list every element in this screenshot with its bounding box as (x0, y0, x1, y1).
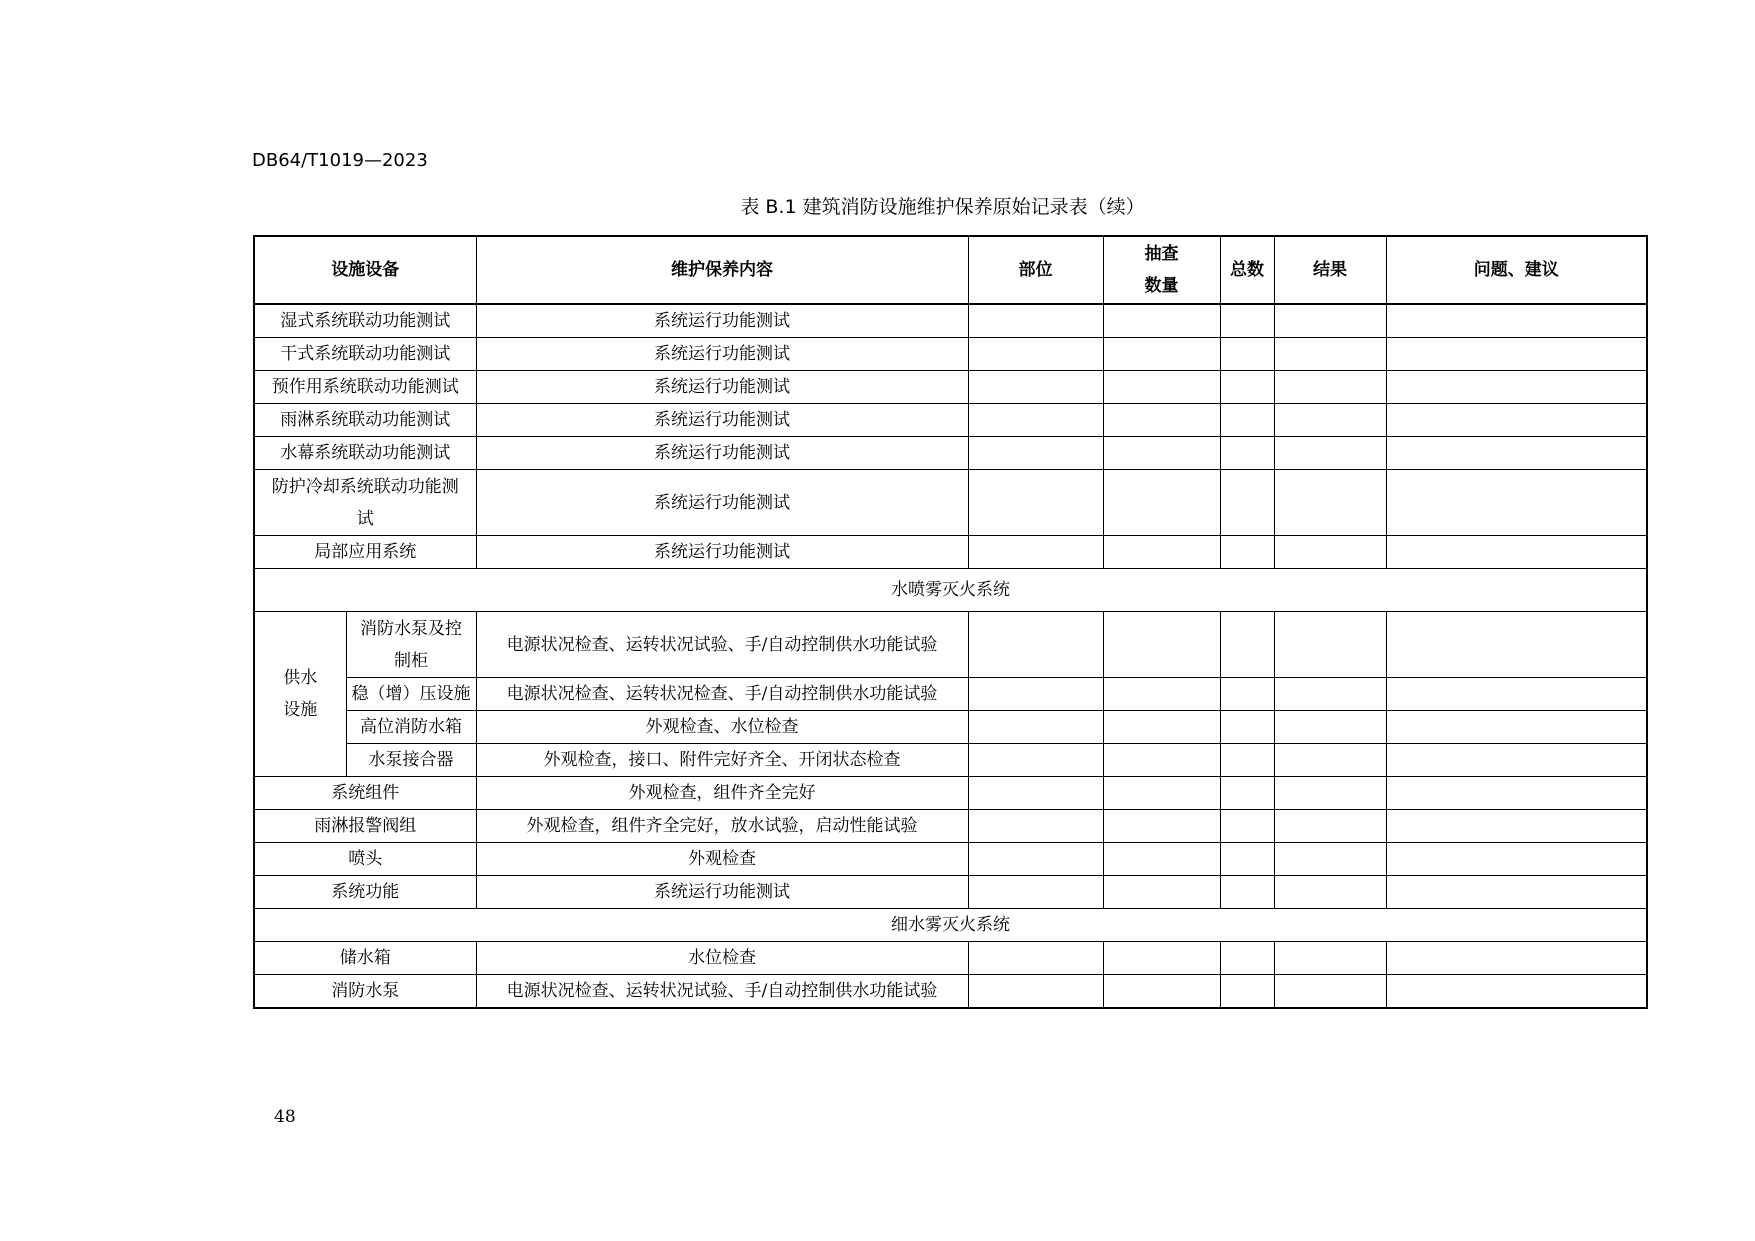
section-title-water-spray: 水喷雾灭火系统 (254, 569, 1647, 612)
total-cell[interactable] (1220, 371, 1274, 404)
table-title: 表 B.1 建筑消防设施维护保养原始记录表（续） (740, 196, 1145, 218)
table-row (254, 777, 1647, 810)
table-row (254, 536, 1647, 569)
total-cell[interactable] (1220, 810, 1274, 843)
table-row (254, 975, 1647, 1009)
facility-cell: 预作用系统联动功能测试 (254, 371, 476, 404)
result-cell[interactable] (1274, 338, 1386, 371)
location-cell[interactable] (968, 371, 1103, 404)
sample-qty-cell[interactable] (1103, 470, 1220, 536)
location-cell[interactable] (968, 777, 1103, 810)
content-cell: 外观检查，组件齐全完好 (476, 777, 968, 810)
table-row (254, 744, 1647, 777)
issues-cell[interactable] (1386, 975, 1647, 1009)
result-cell[interactable] (1274, 744, 1386, 777)
facility-cell: 局部应用系统 (254, 536, 476, 569)
issues-cell[interactable] (1386, 678, 1647, 711)
sample-qty-cell[interactable] (1103, 744, 1220, 777)
location-cell[interactable] (968, 338, 1103, 371)
facility-cell (254, 470, 476, 536)
content-cell: 系统运行功能测试 (476, 304, 968, 338)
sample-qty-cell[interactable] (1103, 338, 1220, 371)
content-cell: 水位检查 (476, 942, 968, 975)
result-cell[interactable] (1274, 843, 1386, 876)
facility-cell: 水泵接合器 (346, 744, 476, 777)
content-cell: 电源状况检查、运转状况试验、手/自动控制供水功能试验 (476, 975, 968, 1009)
content-cell: 系统运行功能测试 (476, 470, 968, 536)
total-cell[interactable] (1220, 711, 1274, 744)
total-cell[interactable] (1220, 437, 1274, 470)
result-cell[interactable] (1274, 536, 1386, 569)
table-row (254, 711, 1647, 744)
facility-cell: 水幕系统联动功能测试 (254, 437, 476, 470)
content-cell: 电源状况检查、运转状况试验、手/自动控制供水功能试验 (476, 612, 968, 678)
location-cell[interactable] (968, 876, 1103, 909)
table-row (254, 437, 1647, 470)
col-header-issues: 问题、建议 (1386, 236, 1647, 304)
table-row (254, 843, 1647, 876)
col-header-content: 维护保养内容 (476, 236, 968, 304)
content-cell: 外观检查，接口、附件完好齐全、开闭状态检查 (476, 744, 968, 777)
sample-qty-cell[interactable] (1103, 612, 1220, 678)
total-cell[interactable] (1220, 470, 1274, 536)
sample-qty-cell[interactable] (1103, 711, 1220, 744)
content-cell: 系统运行功能测试 (476, 536, 968, 569)
total-cell[interactable] (1220, 942, 1274, 975)
sample-qty-cell[interactable] (1103, 437, 1220, 470)
table-row (254, 304, 1647, 338)
result-cell[interactable] (1274, 304, 1386, 338)
sample-qty-cell[interactable] (1103, 304, 1220, 338)
result-cell[interactable] (1274, 810, 1386, 843)
table-row (254, 876, 1647, 909)
total-cell[interactable] (1220, 678, 1274, 711)
content-cell: 系统运行功能测试 (476, 876, 968, 909)
location-cell[interactable] (968, 942, 1103, 975)
facility-line: 消防水泵及控 (360, 618, 462, 639)
sample-qty-cell[interactable] (1103, 942, 1220, 975)
total-cell[interactable] (1220, 612, 1274, 678)
content-cell: 系统运行功能测试 (476, 338, 968, 371)
issues-cell[interactable] (1386, 470, 1647, 536)
location-cell[interactable] (968, 678, 1103, 711)
section-title-water-mist: 细水雾灭火系统 (254, 909, 1647, 942)
issues-cell[interactable] (1386, 843, 1647, 876)
sample-qty-cell[interactable] (1103, 404, 1220, 437)
issues-cell[interactable] (1386, 744, 1647, 777)
issues-cell[interactable] (1386, 876, 1647, 909)
facility-cell: 干式系统联动功能测试 (254, 338, 476, 371)
result-cell[interactable] (1274, 437, 1386, 470)
location-cell[interactable] (968, 843, 1103, 876)
table-row (254, 810, 1647, 843)
table-row (254, 404, 1647, 437)
location-cell[interactable] (968, 304, 1103, 338)
result-cell[interactable] (1274, 678, 1386, 711)
table-row (254, 371, 1647, 404)
table-row (254, 470, 1647, 536)
col-header-location: 部位 (968, 236, 1103, 304)
issues-cell[interactable] (1386, 942, 1647, 975)
table-row (254, 678, 1647, 711)
facility-cell: 消防水泵 (254, 975, 476, 1009)
facility-cell: 喷头 (254, 843, 476, 876)
group-line: 设施 (283, 700, 318, 720)
total-cell[interactable] (1220, 404, 1274, 437)
issues-cell[interactable] (1386, 304, 1647, 338)
facility-cell: 湿式系统联动功能测试 (254, 304, 476, 338)
result-cell[interactable] (1274, 975, 1386, 1009)
facility-cell: 稳（增）压设施 (346, 678, 476, 711)
content-cell: 系统运行功能测试 (476, 371, 968, 404)
group-cell-water-supply (254, 612, 346, 777)
result-cell[interactable] (1274, 942, 1386, 975)
location-cell[interactable] (968, 975, 1103, 1009)
location-cell[interactable] (968, 612, 1103, 678)
location-cell[interactable] (968, 404, 1103, 437)
sample-qty-cell[interactable] (1103, 777, 1220, 810)
issues-cell[interactable] (1386, 404, 1647, 437)
issues-cell[interactable] (1386, 536, 1647, 569)
page-number: 48 (274, 1107, 296, 1127)
result-cell[interactable] (1274, 470, 1386, 536)
result-cell[interactable] (1274, 404, 1386, 437)
table-row (254, 612, 1647, 678)
col-header-total: 总数 (1220, 236, 1274, 304)
facility-cell: 雨淋系统联动功能测试 (254, 404, 476, 437)
issues-cell[interactable] (1386, 711, 1647, 744)
result-cell[interactable] (1274, 876, 1386, 909)
content-cell: 系统运行功能测试 (476, 404, 968, 437)
issues-cell[interactable] (1386, 338, 1647, 371)
location-cell[interactable] (968, 437, 1103, 470)
location-cell[interactable] (968, 810, 1103, 843)
total-cell[interactable] (1220, 536, 1274, 569)
sample-qty-cell[interactable] (1103, 678, 1220, 711)
maintenance-record-table (253, 235, 1648, 1009)
sample-qty-cell[interactable] (1103, 876, 1220, 909)
facility-line: 制柜 (394, 650, 428, 671)
sample-qty-cell[interactable] (1103, 975, 1220, 1009)
sample-qty-cell[interactable] (1103, 536, 1220, 569)
location-cell[interactable] (968, 711, 1103, 744)
sample-qty-cell[interactable] (1103, 371, 1220, 404)
col-header-sample-qty-line2: 数量 (1144, 276, 1179, 296)
issues-cell[interactable] (1386, 371, 1647, 404)
content-cell: 外观检查，组件齐全完好，放水试验，启动性能试验 (476, 810, 968, 843)
facility-cell: 雨淋报警阀组 (254, 810, 476, 843)
issues-cell[interactable] (1386, 612, 1647, 678)
standard-code: DB64/T1019—2023 (252, 150, 428, 171)
col-header-sample-qty-line1: 抽查 (1144, 244, 1179, 264)
total-cell[interactable] (1220, 777, 1274, 810)
facility-cell (346, 612, 476, 678)
table-row (254, 942, 1647, 975)
facility-cell: 系统功能 (254, 876, 476, 909)
issues-cell[interactable] (1386, 777, 1647, 810)
total-cell[interactable] (1220, 338, 1274, 371)
sample-qty-cell[interactable] (1103, 843, 1220, 876)
facility-line: 试 (356, 508, 374, 529)
content-cell: 系统运行功能测试 (476, 437, 968, 470)
facility-cell: 高位消防水箱 (346, 711, 476, 744)
issues-cell[interactable] (1386, 437, 1647, 470)
section-row (254, 909, 1647, 942)
facility-cell: 储水箱 (254, 942, 476, 975)
result-cell[interactable] (1274, 612, 1386, 678)
location-cell[interactable] (968, 536, 1103, 569)
total-cell[interactable] (1220, 843, 1274, 876)
issues-cell[interactable] (1386, 810, 1647, 843)
section-row (254, 569, 1647, 612)
group-line: 供水 (283, 668, 318, 688)
table-row (254, 338, 1647, 371)
facility-line: 防护冷却系统联动功能测 (271, 476, 459, 497)
facility-cell: 系统组件 (254, 777, 476, 810)
result-cell[interactable] (1274, 371, 1386, 404)
location-cell[interactable] (968, 744, 1103, 777)
total-cell[interactable] (1220, 975, 1274, 1009)
result-cell[interactable] (1274, 711, 1386, 744)
header-row (254, 236, 1647, 304)
result-cell[interactable] (1274, 777, 1386, 810)
content-cell: 外观检查 (476, 843, 968, 876)
total-cell[interactable] (1220, 876, 1274, 909)
total-cell[interactable] (1220, 304, 1274, 338)
content-cell: 电源状况检查、运转状况检查、手/自动控制供水功能试验 (476, 678, 968, 711)
sample-qty-cell[interactable] (1103, 810, 1220, 843)
content-cell: 外观检查、水位检查 (476, 711, 968, 744)
col-header-facility: 设施设备 (254, 236, 476, 304)
location-cell[interactable] (968, 470, 1103, 536)
total-cell[interactable] (1220, 744, 1274, 777)
col-header-result: 结果 (1274, 236, 1386, 304)
col-header-sample-qty (1103, 236, 1220, 304)
